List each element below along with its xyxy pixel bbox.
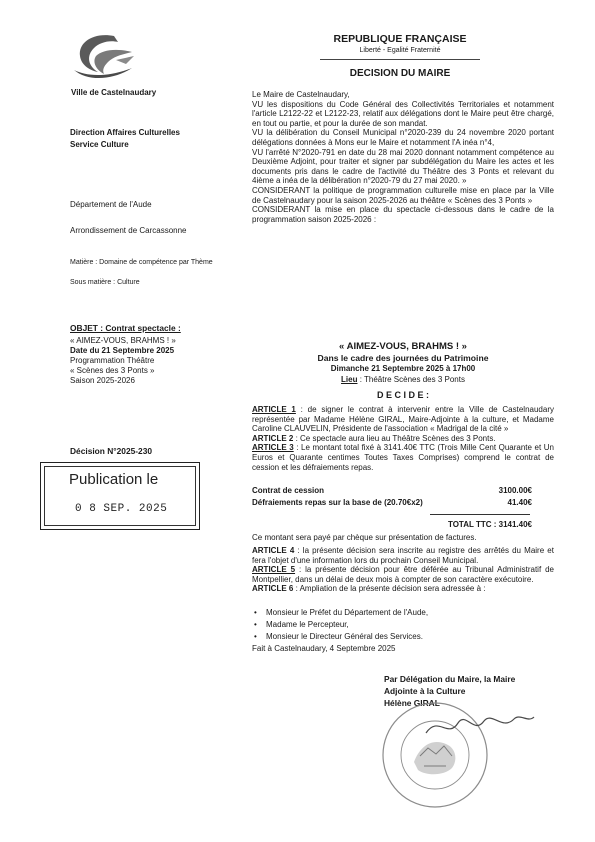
bullet-icon: •	[254, 632, 257, 642]
show-place-value: : Théâtre Scènes des 3 Ponts	[357, 375, 465, 384]
republic-motto: Liberté - Egalité Fraternité	[359, 47, 441, 54]
article-4-label: ARTICLE 4	[252, 546, 295, 555]
objet-line-4: « Scènes des 3 Ponts »	[70, 366, 155, 375]
list-item: • Monsieur le Directeur Général des Services.	[254, 632, 423, 642]
direction-line-2: Service Culture	[70, 140, 129, 149]
header-rule	[320, 59, 480, 60]
cost-value-1: 3100.00€	[498, 486, 532, 495]
recipients-list	[254, 608, 554, 642]
signature-line-3: Hélène GIRAL	[384, 698, 440, 708]
article-3-label: ARTICLE 3	[252, 443, 294, 453]
article-2-label: ARTICLE 2	[252, 433, 294, 443]
article-5	[252, 565, 554, 584]
total-rule	[430, 514, 530, 515]
maire-line: Le Maire de Castelnaudary,	[252, 90, 350, 99]
article-3	[252, 443, 554, 472]
vu-paragraph-1: VU les dispositions du Code Général des Collectivités Territoriales et notamment l'article L2122-22 et L2122-23, relatif aux délégations dont le Maire peut être chargé, en tout ou partie, et pour la durée de son mandat.	[252, 99, 554, 128]
article-6-label: ARTICLE 6	[252, 584, 294, 594]
objet-line-3: Programmation Théâtre	[70, 356, 155, 365]
direction-line-1: Direction Affaires Culturelles	[70, 128, 180, 137]
articles-block	[252, 405, 554, 472]
publication-date: 0 8 SEP. 2025	[75, 503, 168, 515]
objet-line-2: Date du 21 Septembre 2025	[70, 346, 175, 355]
matiere: Matière : Domaine de compétence par Thème	[70, 259, 213, 266]
vu-paragraph-3: VU l'arrêté N°2020-791 en date du 28 mai 2020 donnant notamment compétence au Deuxième Adjoint, pour traiter et signer par subdélégation du Maire les actes et les documents pris dans le cadre de l'activité du Théâtre des 3 Ponts et relevant du 4ième a inéa de la délibération n°2020-79 du 27 mai 2020. »	[252, 147, 554, 186]
publication-stamp	[40, 462, 200, 530]
logo-swoosh-icon	[66, 30, 146, 84]
payment-note: Ce montant sera payé par chèque sur présentation de factures.	[252, 533, 477, 542]
decision-number: Décision N°2025-230	[70, 446, 153, 456]
objet-line-1: « AIMEZ-VOUS, BRAHMS ! »	[70, 336, 176, 345]
article-1-text: : de signer le contrat à intervenir entre la Ville de Castelnaudary représentée par Madame Hélène GIRAL, Maire-Adjointe à la culture, et Madame Caroline CLAUVELIN, Présidente de l'association « Madrigal de la cité »	[252, 405, 554, 434]
considerant-paragraph-1: CONSIDERANT la politique de programmation culturelle mise en place par la Ville de Castelnaudary pour la saison 2025-2026 au théâtre « Scènes des 3 Ponts »	[252, 185, 554, 205]
bullet-icon: •	[254, 608, 257, 617]
article-5-label: ARTICLE 5	[252, 565, 296, 575]
signature-line-1: Par Délégation du Maire, la Maire	[384, 674, 516, 684]
republic-title: REPUBLIQUE FRANÇAISE	[333, 33, 467, 45]
articles-block-2	[252, 546, 554, 594]
list-item: • Monsieur le Préfet du Département de l'Aude,	[254, 608, 429, 617]
article-4-text: : la présente décision sera inscrite au registre des arrêtés du Maire et fera l'objet d'une information lors du prochain Conseil Municipal.	[252, 546, 554, 565]
cost-value-2: 41.40€	[507, 498, 532, 507]
publication-label: Publication le	[69, 471, 159, 488]
departement: Département de l'Aude	[70, 200, 152, 209]
objet-title: OBJET : Contrat spectacle :	[70, 323, 181, 333]
total-ttc: TOTAL TTC : 3141.40€	[447, 520, 532, 529]
article-5-text: : la présente décision pour être déférée au Tribunal Administratif de Montpellier, dans un délai de deux mois à compter de son caractère exécutoire.	[252, 565, 554, 584]
city-logo	[66, 30, 146, 84]
article-3-text: : Le montant total fixé à 3141.40€ TTC (Trois Mille Cent Quarante et Un Euros et Quarante centimes Toutes Taxes Comprises) comprend le contrat de cession et les défraiements repas.	[252, 443, 554, 472]
bullet-icon: •	[254, 620, 257, 630]
considerant-paragraph-2: CONSIDERANT la mise en place du spectacle ci-dessous dans le cadre de la programmation saison 2025-2026 :	[252, 205, 554, 224]
show-place	[252, 375, 554, 385]
sous-matiere: Sous matière : Culture	[70, 279, 140, 286]
list-item: • Madame le Percepteur,	[254, 620, 349, 630]
signature-icon	[420, 705, 540, 745]
decide-heading: D E C I D E :	[376, 390, 429, 400]
show-context: Dans le cadre des journées du Patrimoine	[317, 353, 489, 363]
arrondissement: Arrondissement de Carcassonne	[70, 226, 187, 235]
article-2-text: : Ce spectacle aura lieu au Théâtre Scènes des 3 Ponts.	[293, 433, 496, 443]
article-2	[252, 434, 554, 444]
article-1-label: ARTICLE 1	[252, 405, 296, 414]
article-1	[252, 405, 554, 434]
signature-scribble	[420, 705, 540, 745]
logo-caption: Ville de Castelnaudary	[71, 88, 157, 97]
article-4	[252, 546, 554, 565]
page-title: DECISION DU MAIRE	[349, 68, 451, 79]
article-6-text: : Ampliation de la présente décision sera adressée à :	[293, 584, 486, 594]
cost-label-1: Contrat de cession	[252, 486, 325, 495]
done-at: Fait à Castelnaudary, 4 Septembre 2025	[252, 644, 396, 653]
show-place-label: Lieu	[341, 375, 358, 384]
show-title: « AIMEZ-VOUS, BRAHMS ! »	[339, 341, 467, 352]
signature-line-2: Adjointe à la Culture	[384, 686, 466, 696]
show-date: Dimanche 21 Septembre 2025 à 17h00	[330, 364, 476, 373]
objet-line-5: Saison 2025-2026	[70, 376, 135, 385]
vu-paragraph-2: VU la délibération du Conseil Municipal n°2020-239 du 24 novembre 2020 portant délégations données à Mons eur le Maire et notamment l'A inéa n°4,	[252, 128, 554, 147]
decision-body	[252, 90, 554, 224]
cost-label-2: Défraiements repas sur la base de (20.70€x2)	[252, 498, 423, 507]
article-6	[252, 584, 554, 594]
